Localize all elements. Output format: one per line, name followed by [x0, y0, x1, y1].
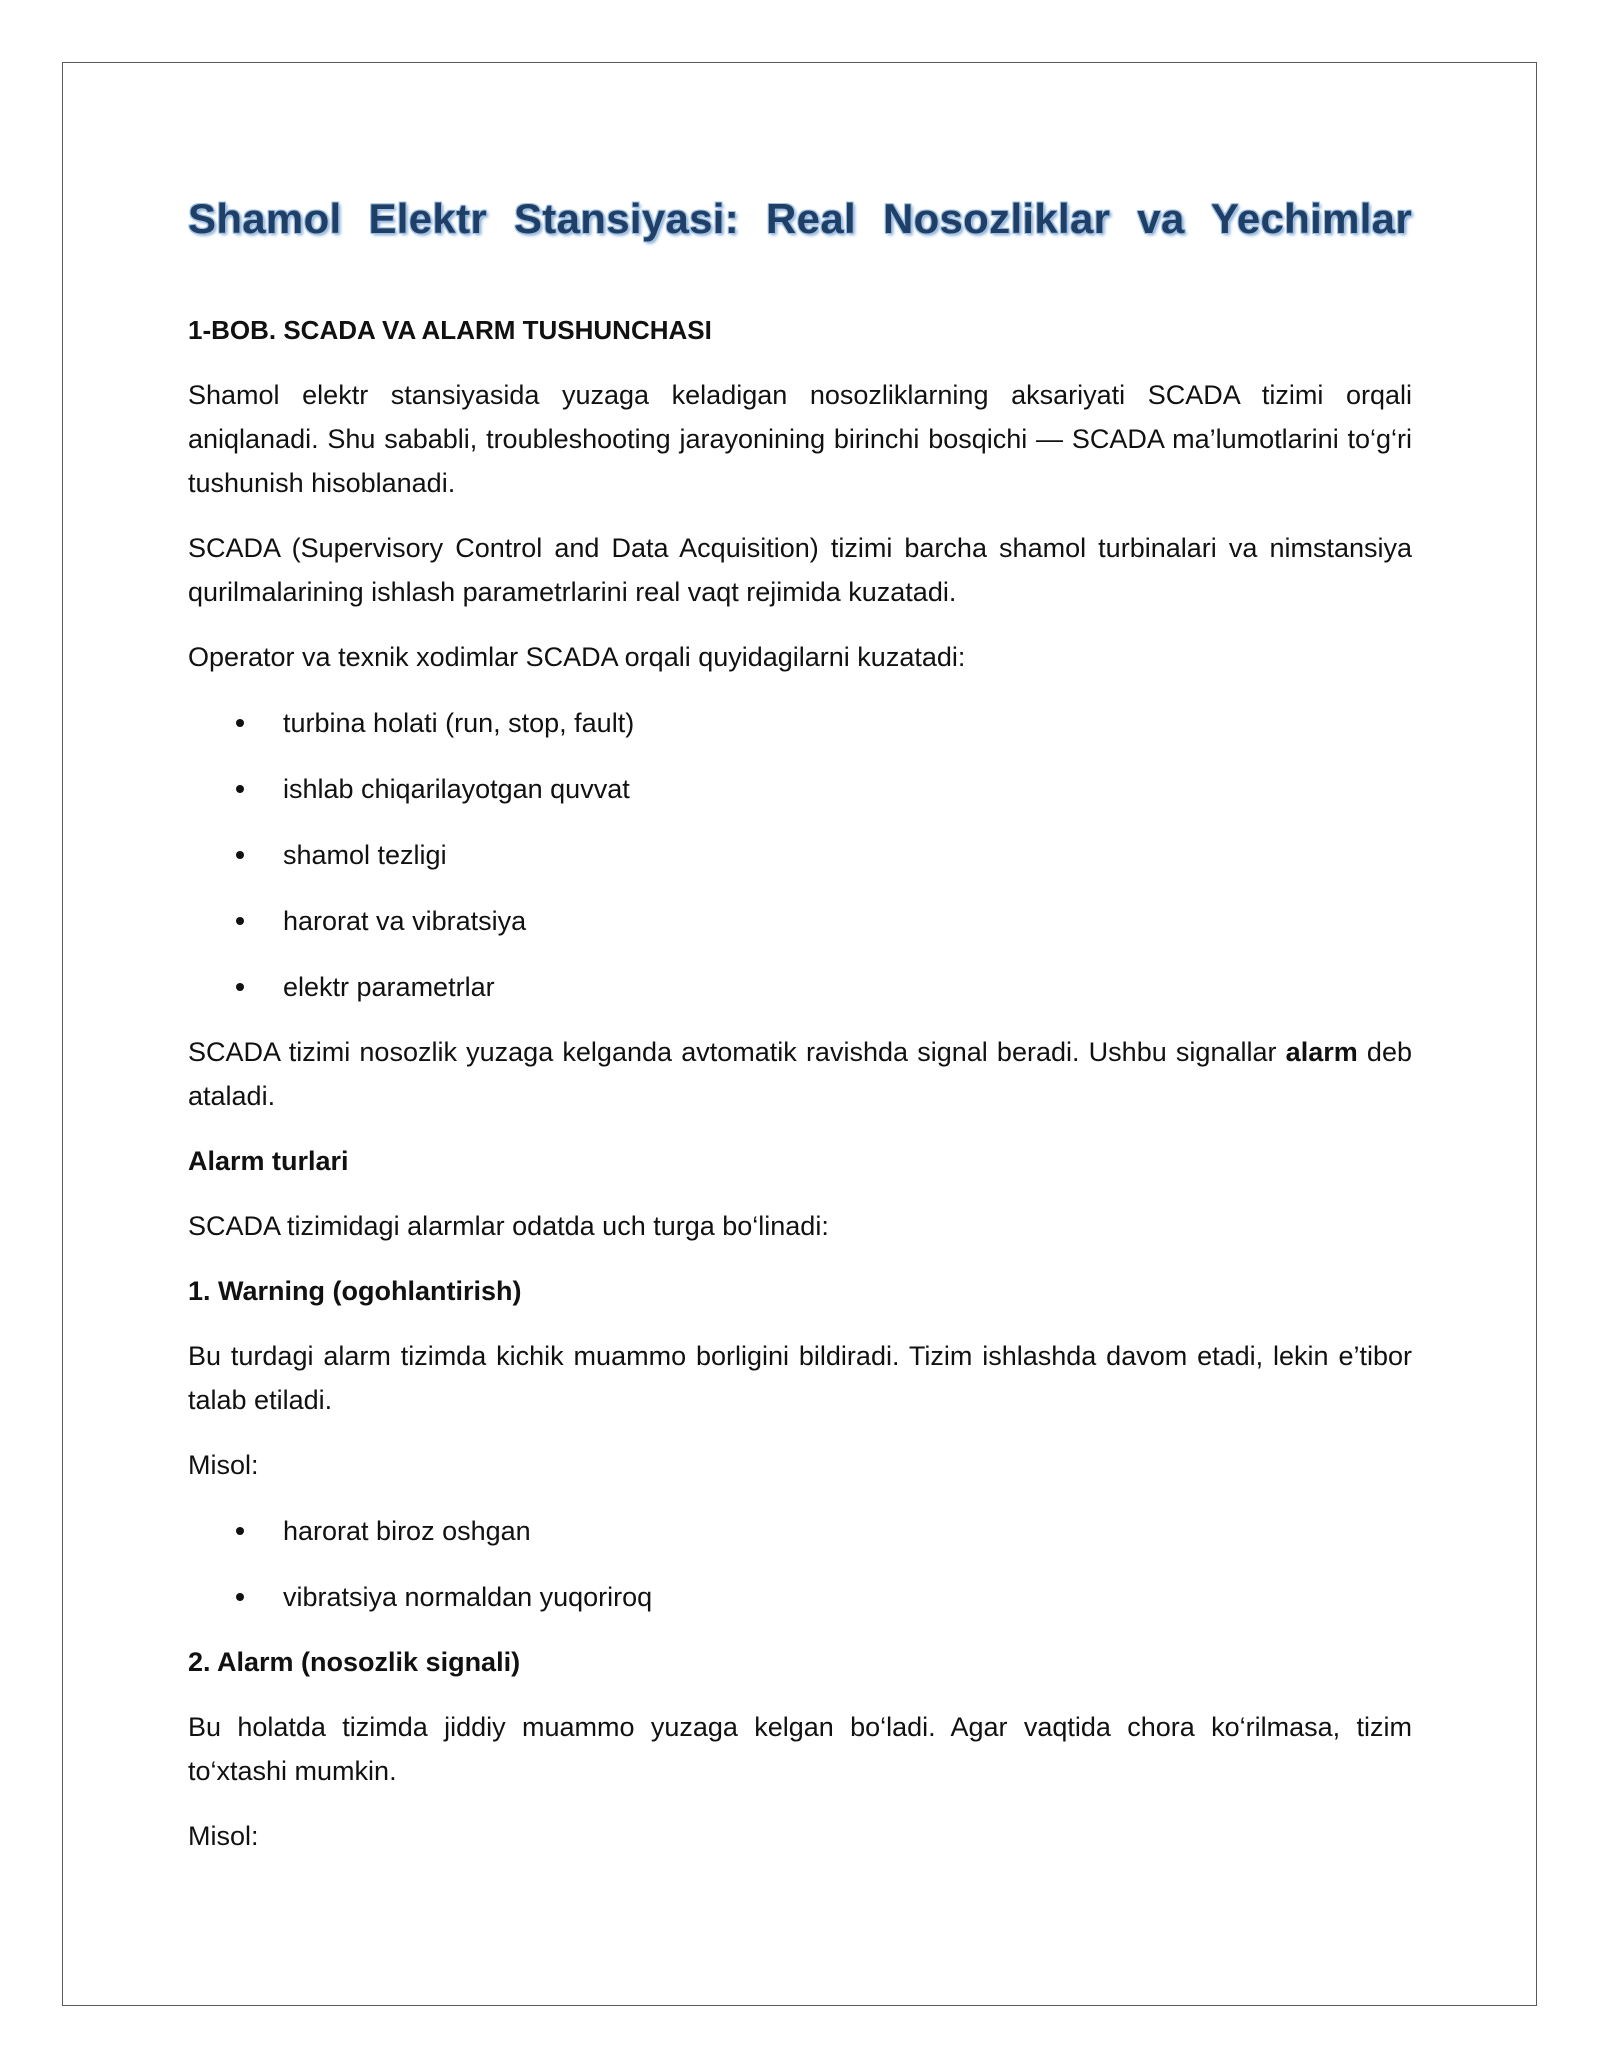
list-item [188, 701, 1412, 745]
list-item [188, 1509, 1412, 1553]
alarm-term: alarm [1285, 1037, 1358, 1067]
list-item [188, 833, 1412, 877]
list-item-text: turbina holati (run, stop, fault) [283, 708, 635, 738]
list-item [188, 965, 1412, 1009]
alarm-description: Bu holatda tizimda jiddiy muammo yuzaga kelgan bo‘ladi. Agar vaqtida chora ko‘rilmasa, tizim to‘xtashi mumkin. [188, 1712, 1412, 1786]
example-label: Misol: [188, 1821, 259, 1851]
list-item-text: shamol tezligi [283, 840, 447, 870]
bullet-icon [236, 917, 244, 925]
bullet-icon [236, 719, 244, 727]
document-title: Shamol Elektr Stansiyasi: Real Nosozliklar va Yechimlar [188, 195, 1412, 242]
monitoring-list [188, 701, 1412, 1009]
list-item-text: ishlab chiqarilayotgan quvvat [283, 774, 630, 804]
list-item-text: harorat biroz oshgan [283, 1516, 531, 1546]
chapter-heading: 1-BOB. SCADA VA ALARM TUSHUNCHASI [188, 315, 712, 345]
bullet-icon [236, 983, 244, 991]
alarm-types-intro: SCADA tizimidagi alarmlar odatda uch turga bo‘linadi: [188, 1211, 829, 1241]
list-item-text: elektr parametrlar [283, 972, 495, 1002]
list-item [188, 767, 1412, 811]
bullet-icon [236, 1527, 244, 1535]
warning-heading: 1. Warning (ogohlantirish) [188, 1276, 522, 1306]
alarm-definition-text: SCADA tizimi nosozlik yuzaga kelganda avtomatik ravishda signal beradi. Ushbu signallar [188, 1037, 1286, 1067]
alarm-definition-paragraph [188, 1030, 1412, 1118]
list-item-text: vibratsiya normaldan yuqoriroq [283, 1582, 653, 1612]
alarm-definition-tail: deb ataladi. [188, 1037, 1412, 1111]
list-item [188, 1575, 1412, 1619]
document-body [188, 188, 1412, 1858]
bullet-icon [236, 1593, 244, 1601]
monitoring-intro-paragraph: Operator va texnik xodimlar SCADA orqali quyidagilarni kuzatadi: [188, 642, 966, 672]
alarm-types-heading: Alarm turlari [188, 1146, 349, 1176]
list-item-text: harorat va vibratsiya [283, 906, 527, 936]
list-item [188, 899, 1412, 943]
intro-paragraph: Shamol elektr stansiyasida yuzaga keladigan nosozliklarning aksariyati SCADA tizimi orqali aniqlanadi. Shu sababli, troubleshooting jarayonining birinchi bosqichi — SCADA ma’lumotlarini to‘g‘ri tushunish hisoblanadi. [188, 380, 1412, 498]
warning-description: Bu turdagi alarm tizimda kichik muammo borligini bildiradi. Tizim ishlashda davom etadi, lekin e’tibor talab etiladi. [188, 1341, 1412, 1415]
scada-definition-paragraph: SCADA (Supervisory Control and Data Acquisition) tizimi barcha shamol turbinalari va nimstansiya qurilmalarining ishlash parametrlarini real vaqt rejimida kuzatadi. [188, 533, 1412, 607]
alarm-heading: 2. Alarm (nosozlik signali) [188, 1647, 521, 1677]
warning-examples-list [188, 1509, 1412, 1619]
example-label: Misol: [188, 1450, 259, 1480]
bullet-icon [236, 851, 244, 859]
bullet-icon [236, 785, 244, 793]
